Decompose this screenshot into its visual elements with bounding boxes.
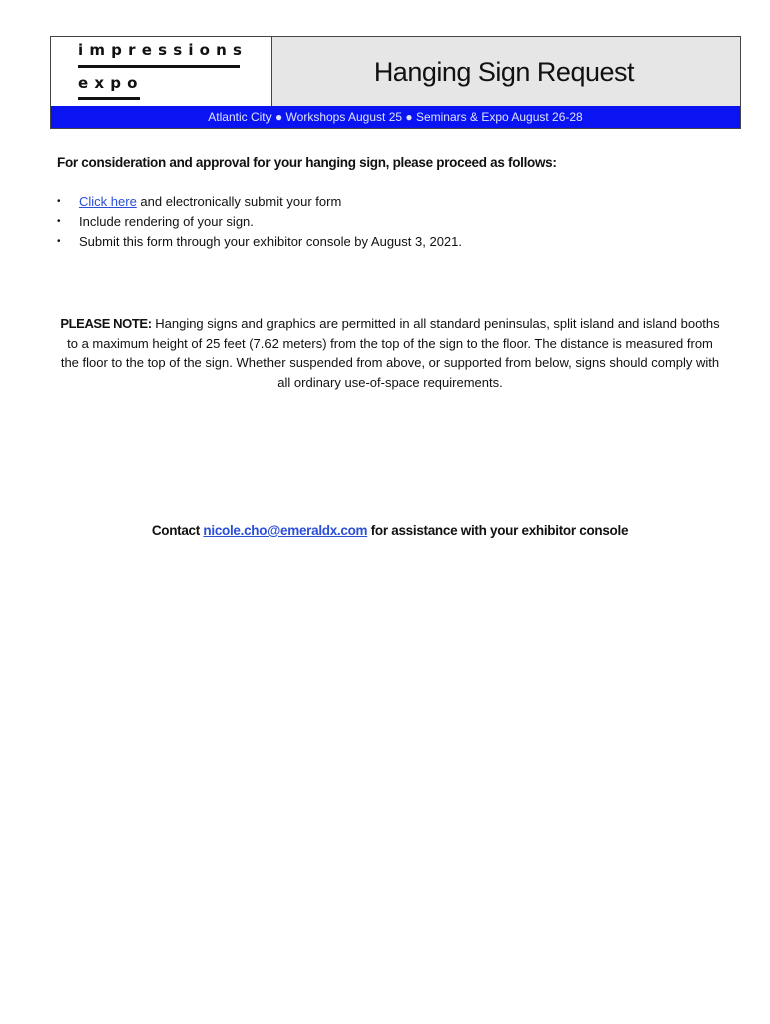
- logo-text-expo: expo: [78, 74, 144, 92]
- click-here-link[interactable]: Click here: [79, 194, 137, 209]
- list-item: [57, 232, 462, 252]
- intro-heading: For consideration and approval for your hanging sign, please proceed as follows:: [57, 155, 557, 170]
- page-title: Hanging Sign Request: [373, 57, 634, 87]
- list-item: [57, 212, 462, 232]
- logo-rule: [78, 65, 240, 68]
- contact-prefix: Contact: [151, 523, 204, 538]
- bullet-icon: •: [57, 196, 61, 207]
- email-link[interactable]: nicole.cho@emeraldx.com: [203, 523, 368, 538]
- instructions-list: [57, 192, 462, 252]
- logo: [51, 37, 272, 106]
- list-item-text: Submit this form through your exhibitor console by August 3, 2021.: [79, 234, 462, 249]
- list-item: [57, 192, 462, 212]
- note-label: PLEASE NOTE:: [60, 316, 152, 331]
- event-banner: Atlantic City ● Workshops August 25 ● Seminars & Expo August 26-28: [51, 106, 740, 128]
- bullet-icon: •: [57, 216, 61, 227]
- please-note-paragraph: [60, 314, 720, 392]
- title-cell: [272, 37, 740, 106]
- contact-line: [0, 523, 770, 538]
- logo-rule-short: [78, 97, 140, 100]
- logo-text-impressions: impressions: [78, 41, 249, 59]
- document-header: [50, 36, 741, 129]
- list-item-text: Include rendering of your sign.: [79, 214, 254, 229]
- note-text: Hanging signs and graphics are permitted in all standard peninsulas, split island and island booths to a maximum height of 25 feet (7.62 meters) from the top of the sign to the floor. The distance is measured from the floor to the top of the sign. Whether suspended from above, or supported from below, signs should comply with all ordinary use-of-space requirements.: [60, 316, 720, 390]
- bullet-icon: •: [57, 236, 61, 247]
- list-item-text: and electronically submit your form: [136, 194, 342, 209]
- contact-suffix: for assistance with your exhibitor console: [367, 523, 629, 538]
